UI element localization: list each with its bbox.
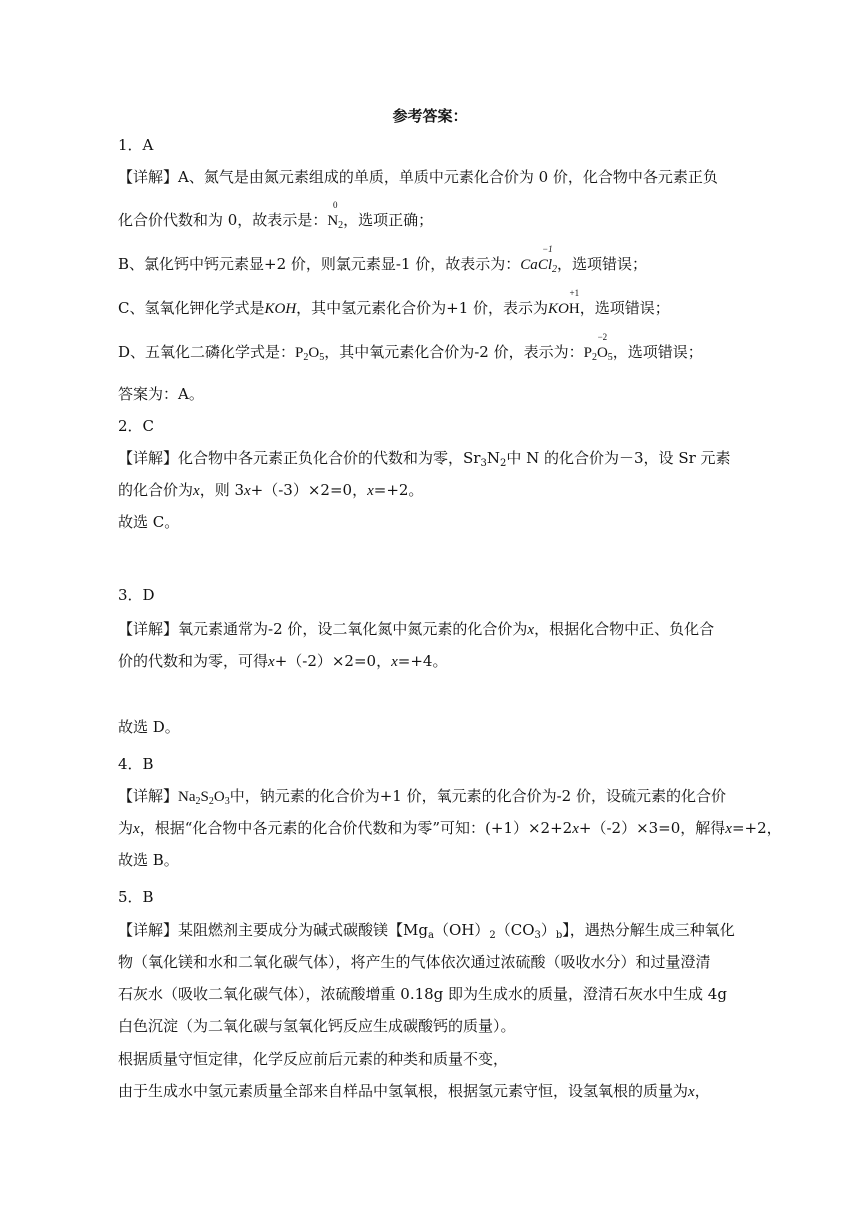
detail-tag: 【详解】 [118, 168, 179, 186]
q2-line2: 的化合价为x，则 3x+（-3）×2=0，x=+2。 [118, 481, 424, 499]
q1-line-d: D、五氧化二磷化学式是：$P_2O_5$，其中氧元素化合价为-2 价，表示为：$P_2$ −2 $O_5$，选项错误； [118, 332, 703, 363]
q5-line5: 根据质量守恒定律，化学反应前后元素的种类和质量不变， [118, 1050, 509, 1068]
q2-number: 2．C [118, 417, 155, 435]
q3-answer: 故选 D。 [118, 718, 180, 736]
q4-line2: 为x，根据“化合物中各元素的化合价代数和为零”可知：(+1）×2+2x+（-2）×3=0，解得x=+2， [118, 819, 782, 837]
q2-line1: 【详解】化合物中各元素正负化合价的代数和为零，$Sr_3N_2$中 N 的化合价为－3，设 Sr 元素 [118, 449, 731, 469]
q5-line1: 【详解】某阻燃剂主要成分为碱式碳酸镁【$Mg_a(OH)_2(CO_3)_b$】，遇热分解生成三种氧化 [118, 921, 735, 941]
q5-number: 5．B [118, 888, 154, 906]
q1-line-b: B、氯化钙中钙元素显+2 价，则氯元素显-1 价，故表示为：Ca −1 $Cl_2$，选项错误； [118, 244, 648, 275]
q1-number: 1．A [118, 136, 154, 154]
page-title: 参考答案： [392, 107, 468, 125]
detail-tag: 【详解】 [118, 449, 179, 467]
q5-line2: 物（氧化镁和水和二氧化碳气体），将产生的气体依次通过浓硫酸（吸收水分）和过量澄清 [118, 953, 711, 971]
q1-line2: 化合价代数和为 0，故表示是： 0 $N_2$，选项正确； [118, 200, 434, 231]
p2o5-valence-formula: $P_2$ −2 $O_5$ [583, 332, 613, 363]
q3-number: 3．D [118, 586, 155, 604]
q4-line1: 【详解】$Na_2S_2O_3$中，钠元素的化合价为+1 价，氧元素的化合价为-2 价，设硫元素的化合价 [118, 787, 726, 807]
q3-line1: 【详解】氧元素通常为-2 价，设二氧化氮中氮元素的化合价为x，根据化合物中正、负化合 [118, 620, 715, 638]
q2-answer: 故选 C。 [118, 513, 180, 531]
q1-line-c: C、氢氧化钾化学式是KOH，其中氢元素化合价为+1 价，表示为KO +1 H，选项错误； [118, 288, 670, 317]
cacl2-valence-formula: −1 $Cl_2$ [537, 244, 557, 275]
n2-valence-formula: 0 $N_2$ [327, 200, 344, 231]
q3-line2: 价的代数和为零，可得x+（-2）×2=0，x=+4。 [118, 652, 448, 670]
detail-tag: 【详解】 [118, 620, 179, 638]
koh-valence-formula: +1 H [568, 288, 580, 317]
q5-line6: 由于生成水中氢元素质量全部来自样品中氢氧根，根据氢元素守恒，设氢氧根的质量为x， [118, 1082, 710, 1100]
q1-line1: 【详解】A、氮气是由氮元素组成的单质，单质中元素化合价为 0 价，化合物中各元素正负 [118, 168, 718, 186]
detail-tag: 【详解】 [118, 787, 179, 805]
q5-line4: 白色沉淀（为二氧化碳与氢氧化钙反应生成碳酸钙的质量）。 [118, 1017, 516, 1035]
q4-number: 4．B [118, 755, 154, 773]
detail-tag: 【详解】 [118, 921, 179, 939]
q1-answer: 答案为：A。 [118, 385, 204, 403]
q5-line3: 石灰水（吸收二氧化碳气体），浓硫酸增重 0.18g 即为生成水的质量，澄清石灰水中生成 4g [118, 985, 727, 1003]
q4-answer: 故选 B。 [118, 851, 179, 869]
